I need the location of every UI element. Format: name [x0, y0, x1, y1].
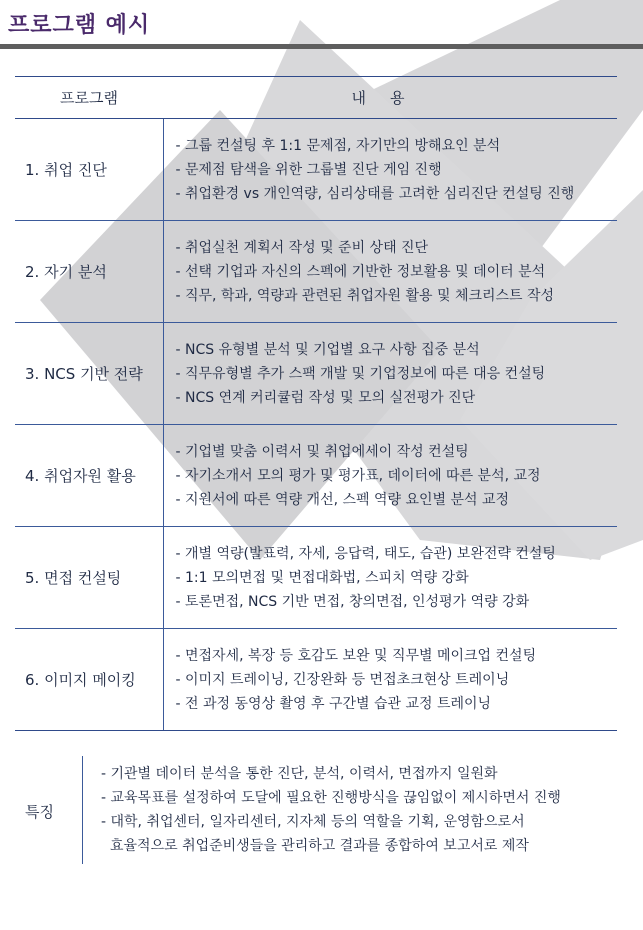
program-content-item: - 1:1 모의면접 및 면접대화법, 스피치 역량 강화: [175, 569, 469, 586]
page-title: 프로그램 예시: [8, 13, 151, 38]
program-content-item: - 취업환경 vs 개인역량, 심리상태를 고려한 심리진단 컨설팅 진행: [175, 185, 575, 202]
program-content: [163, 323, 617, 425]
program-content: [163, 221, 617, 323]
program-content: [163, 119, 617, 221]
program-content-item: - 면접자세, 복장 등 호감도 보완 및 직무별 메이크업 컨설팅: [175, 647, 537, 664]
program-content-item: - 기업별 맞춤 이력서 및 취업에세이 작성 컨설팅: [175, 443, 469, 460]
program-content-item: - 전 과정 동영상 촬영 후 구간별 습관 교정 트레이닝: [175, 695, 492, 712]
program-name: 4. 취업자원 활용: [15, 425, 163, 527]
program-content-item: - 지원서에 따른 역량 개선, 스펙 역량 요인별 분석 교정: [175, 491, 510, 508]
program-content: [163, 629, 617, 731]
program-content-item: - 취업실천 계획서 작성 및 준비 상태 진단: [175, 239, 429, 256]
program-name: 6. 이미지 메이킹: [15, 629, 163, 731]
program-content-item: - 그룹 컨설팅 후 1:1 문제점, 자기만의 방해요인 분석: [175, 137, 501, 154]
program-name: 2. 자기 분석: [15, 221, 163, 323]
header-divider: [0, 44, 643, 49]
program-table: [15, 76, 617, 731]
program-content-item: - 직무유형별 추가 스팩 개발 및 기업정보에 따른 대응 컨설팅: [175, 365, 546, 382]
program-content-item: - NCS 유형별 분석 및 기업별 요구 사항 집중 분석: [175, 341, 480, 358]
features-list: [101, 762, 561, 858]
table-row: [15, 221, 617, 323]
program-content-item: - 이미지 트레이닝, 긴장완화 등 면접초크현상 트레이닝: [175, 671, 510, 688]
feature-line: - 기관별 데이터 분석을 통한 진단, 분석, 이력서, 면접까지 일원화: [101, 766, 498, 782]
program-content-item: - 선택 기업과 자신의 스펙에 기반한 정보활용 및 데이터 분석: [175, 263, 546, 280]
program-name: 1. 취업 진단: [15, 119, 163, 221]
program-name: 5. 면접 컨설팅: [15, 527, 163, 629]
page-header: [0, 0, 643, 50]
program-content-item: - 토론면접, NCS 기반 면접, 창의면접, 인성평가 역량 강화: [175, 593, 530, 610]
table-row: [15, 119, 617, 221]
feature-line: - 대학, 취업센터, 일자리센터, 지자체 등의 역할을 기획, 운영함으로서: [101, 814, 525, 830]
feature-line: 효율적으로 취업준비생들을 관리하고 결과를 종합하여 보고서로 제작: [110, 838, 529, 854]
features-divider: [82, 756, 83, 864]
program-content-item: - 문제점 탐색을 위한 그룹별 진단 게임 진행: [175, 161, 442, 178]
table-row: [15, 527, 617, 629]
program-content-item: - 개별 역량(발표력, 자세, 응답력, 태도, 습관) 보완전략 컨설팅: [175, 545, 556, 562]
column-header-content: 내용: [163, 77, 617, 119]
program-content: [163, 527, 617, 629]
features-label: 특징: [25, 803, 54, 821]
program-content-item: - 직무, 학과, 역량과 관련된 취업자원 활용 및 체크리스트 작성: [175, 287, 555, 304]
table-row: [15, 629, 617, 731]
table-header-row: [15, 77, 617, 119]
features-section: [15, 756, 617, 866]
table-row: [15, 425, 617, 527]
feature-line: - 교육목표를 설정하여 도달에 필요한 진행방식을 끊임없이 제시하면서 진행: [101, 790, 561, 806]
program-content: [163, 425, 617, 527]
program-content-item: - 자기소개서 모의 평가 및 평가표, 데이터에 따른 분석, 교정: [175, 467, 541, 484]
table-row: [15, 323, 617, 425]
column-header-program: 프로그램: [15, 77, 163, 119]
program-table-body: [15, 119, 617, 731]
program-name: 3. NCS 기반 전략: [15, 323, 163, 425]
program-content-item: - NCS 연계 커리큘럼 작성 및 모의 실전평가 진단: [175, 389, 476, 406]
